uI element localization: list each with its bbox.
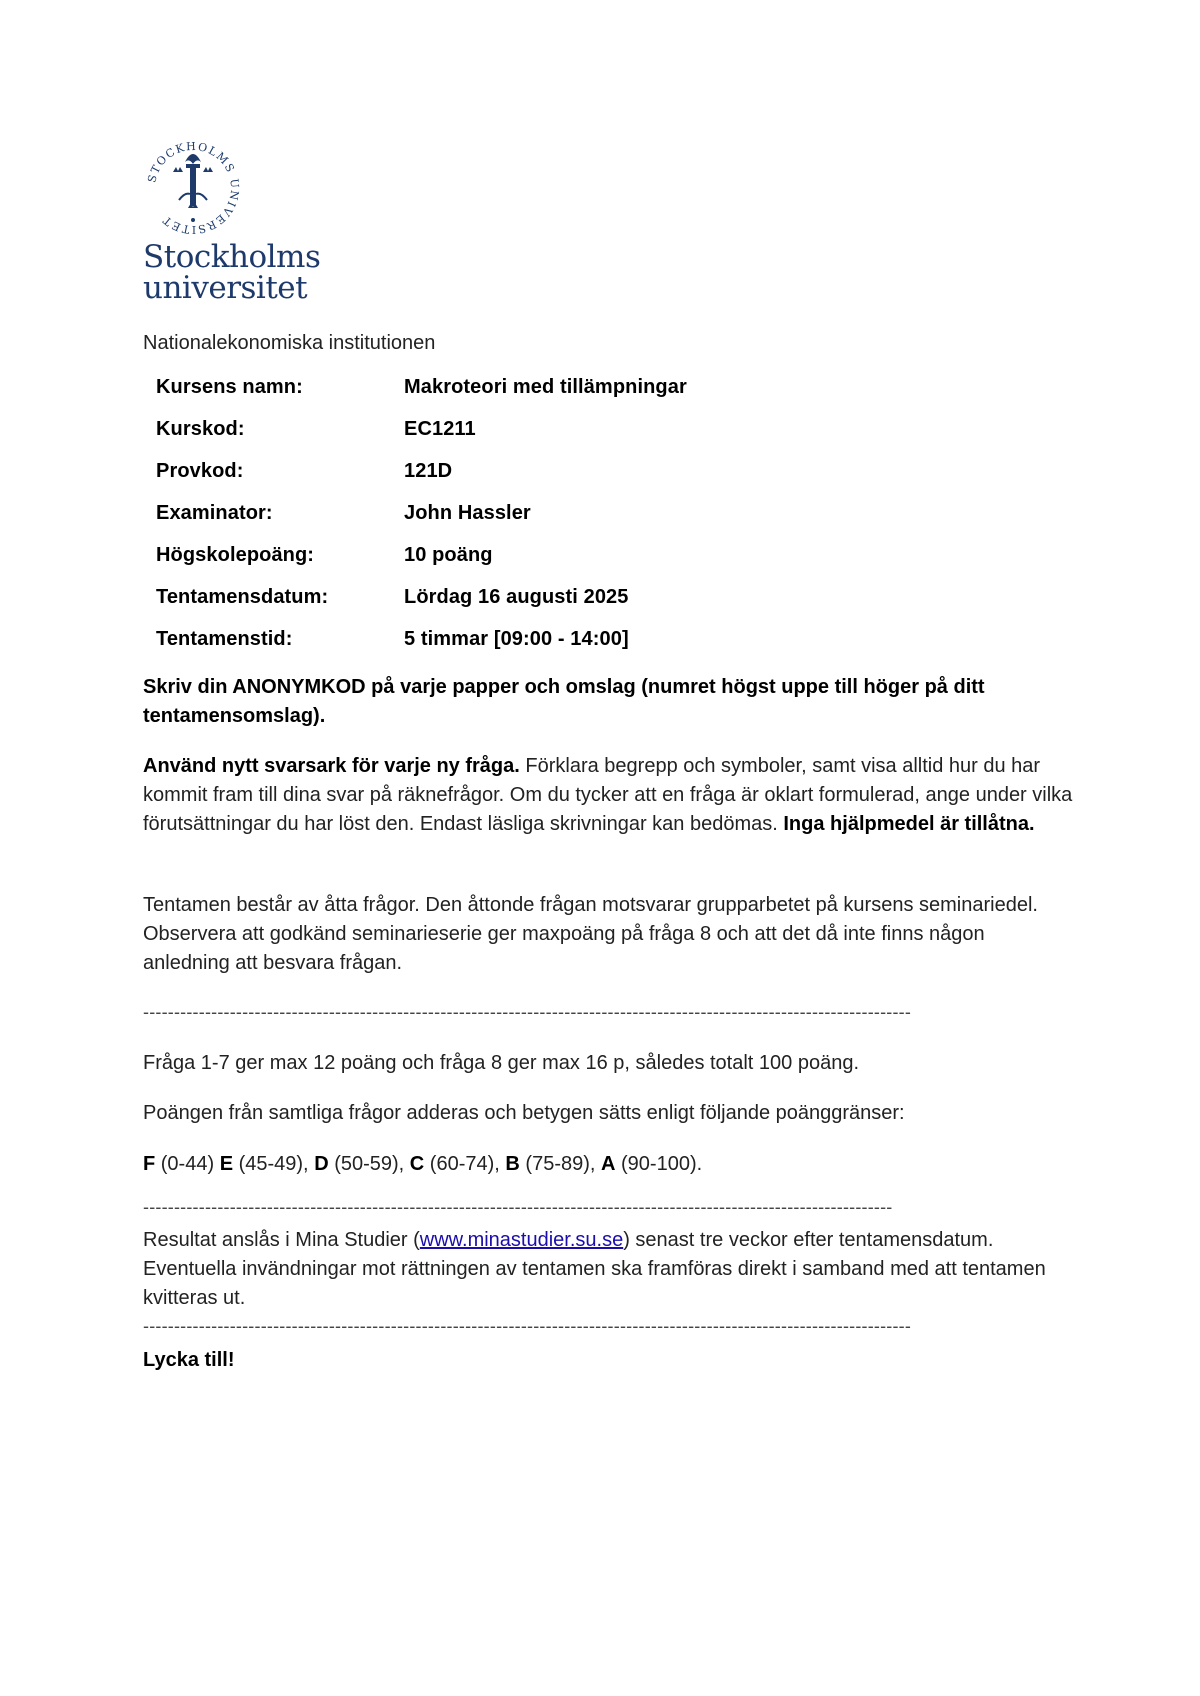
info-row (156, 418, 687, 460)
grade-letter: A (601, 1153, 616, 1175)
grade-range: (60-74), (424, 1153, 506, 1175)
info-row (156, 460, 687, 502)
instructions-bold-start: Använd nytt svarsark för varje ny fråga. (143, 755, 520, 777)
info-label: Högskolepoäng: (156, 544, 315, 566)
info-row (156, 502, 687, 544)
info-row (156, 544, 687, 586)
info-label: Examinator: (156, 502, 273, 524)
closing-text: Lycka till! (143, 1349, 235, 1371)
course-info-table (156, 376, 687, 670)
grade-letter: D (314, 1153, 329, 1175)
info-value: John Hassler (404, 502, 531, 524)
info-label: Provkod: (156, 460, 244, 482)
university-seal-icon (143, 138, 243, 238)
grade-range: (0-44) (155, 1153, 220, 1175)
info-label: Tentamensdatum: (156, 586, 329, 608)
info-label: Kurskod: (156, 418, 245, 440)
info-value: 5 timmar [09:00 - 14:00] (404, 628, 629, 650)
grade-range: (90-100). (615, 1153, 703, 1175)
university-name-line2: universitet (143, 270, 308, 306)
info-row (156, 586, 687, 628)
exam-composition: Tentamen består av åtta frågor. Den åttonde frågan motsvarar grupparbetet på kursens seminariedel. Observera att godkänd seminarieserie ger maxpoäng på fråga 8 och att det då inte finns någon anledning att besvara frågan. (143, 894, 1038, 974)
results-text-before: Resultat anslås i Mina Studier ( (143, 1229, 420, 1251)
info-value: EC1211 (404, 418, 476, 440)
info-value: 121D (404, 460, 453, 482)
anonymkod-notice: Skriv din ANONYMKOD på varje papper och omslag (numret högst uppe till höger på ditt tentamensomslag). (143, 676, 985, 727)
grading-intro: Poängen från samtliga frågor adderas och betygen sätts enligt följande poänggränser: (143, 1102, 905, 1124)
university-logo (143, 138, 343, 304)
grade-range: (45-49), (233, 1153, 315, 1175)
info-value: 10 poäng (404, 544, 493, 566)
grade-letter: E (219, 1153, 234, 1175)
grade-range: (75-89), (519, 1153, 602, 1175)
info-label: Kursens namn: (156, 376, 303, 398)
info-row (156, 376, 687, 418)
minastudier-link[interactable]: www.minastudier.su.se (419, 1229, 624, 1251)
separator-line: ------------------------------------------------------------------------------------------------------------------------- (143, 1197, 893, 1217)
instructions-paragraph (143, 752, 1073, 839)
grade-letter: C (409, 1153, 425, 1175)
results-info (143, 1226, 1073, 1313)
grade-thresholds (143, 1150, 1073, 1179)
instructions-text: Förklara begrepp och symboler, samt visa alltid hur du har kommit fram till dina svar på räknefrågor. Om du tycker att en fråga är oklart formulerad, ange under vilka förutsättningar du har löst den. Endast läsliga skrivningar kan bedömas. (143, 755, 1073, 835)
university-name-line1: Stockholms (143, 239, 321, 275)
seal-text: STOCKHOLMS UNIVERSITET (145, 139, 242, 237)
department-name: Nationalekonomiska institutionen (143, 332, 436, 354)
info-label: Tentamenstid: (156, 628, 293, 650)
info-row (156, 628, 687, 670)
grade-range: (50-59), (328, 1153, 410, 1175)
points-info: Fråga 1-7 ger max 12 poäng och fråga 8 ger max 16 p, således totalt 100 poäng. (143, 1052, 860, 1074)
info-value: Lördag 16 augusti 2025 (404, 586, 629, 608)
separator-line: ---------------------------------------------------------------------------------------------------------------------------- (143, 1316, 912, 1336)
info-value: Makroteori med tillämpningar (404, 376, 687, 398)
separator-line: ---------------------------------------------------------------------------------------------------------------------------- (143, 1002, 912, 1022)
grade-letter: B (505, 1153, 520, 1175)
results-text-after: ) senast tre veckor efter tentamensdatum. Eventuella invändningar mot rättningen av tentamen ska framföras direkt i samband med att tentamen kvitteras ut. (143, 1229, 1046, 1309)
instructions-bold-end: Inga hjälpmedel är tillåtna. (783, 813, 1035, 835)
grade-letter: F (143, 1153, 156, 1175)
university-name (143, 239, 343, 306)
